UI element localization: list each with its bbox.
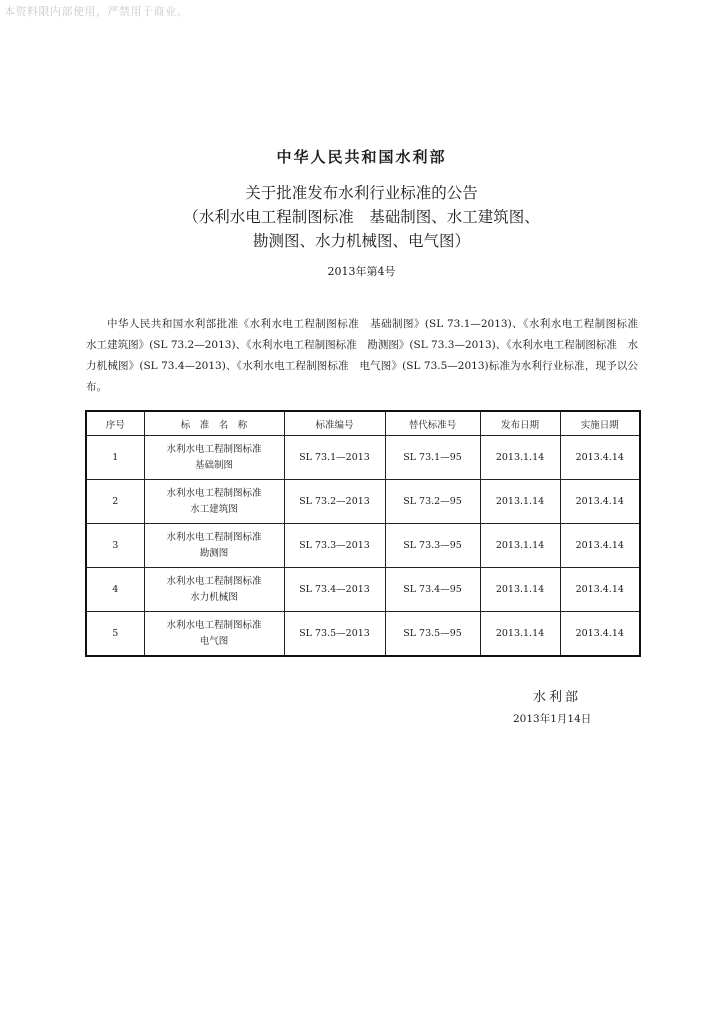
cell-name-line1: 水利水电工程制图标准	[166, 443, 262, 455]
cell-name	[144, 612, 284, 657]
signature-date: 2013年1月14日	[513, 713, 592, 725]
table-row	[86, 612, 640, 657]
cell-effective: 2013.4.14	[560, 480, 640, 524]
cell-issued: 2013.1.14	[480, 524, 560, 568]
cell-issued: 2013.1.14	[480, 568, 560, 612]
signature-org: 水利部	[533, 690, 582, 705]
table-row	[86, 568, 640, 612]
cell-code: SL 73.3—2013	[284, 524, 385, 568]
cell-effective: 2013.4.14	[560, 612, 640, 657]
cell-no: 5	[86, 612, 144, 657]
cell-name	[144, 436, 284, 480]
table-row	[86, 436, 640, 480]
cell-name-line2: 勘测图	[199, 547, 229, 559]
cell-no: 2	[86, 480, 144, 524]
watermark-text: 本资料限内部使用，严禁用于商业。	[4, 5, 188, 18]
header-code: 标准编号	[284, 411, 385, 436]
cell-name-line2: 水力机械图	[190, 591, 238, 603]
title-line: （水利水电工程制图标准 基础制图、水工建筑图、	[183, 208, 540, 226]
cell-issued: 2013.1.14	[480, 436, 560, 480]
cell-replaces: SL 73.4—95	[385, 568, 480, 612]
cell-effective: 2013.4.14	[560, 524, 640, 568]
cell-name-line2: 基础制图	[194, 459, 233, 471]
cell-name-line1: 水利水电工程制图标准	[166, 531, 262, 543]
header-no: 序号	[86, 411, 144, 436]
cell-name-line1: 水利水电工程制图标准	[166, 619, 262, 631]
cell-replaces: SL 73.3—95	[385, 524, 480, 568]
announcement-body: 中华人民共和国水利部批准《水利水电工程制图标准 基础制图》(SL 73.1—2013)、《水利水电工程制图标准 水工建筑图》(SL 73.2—2013)、《水利水电工程制图标准 勘测图》(SL 73.3—2013)、《水利水电工程制图标准 水力机械图》(SL 73.4—2013)、《水利水电工程制图标准 电气图》(SL 73.5—2013)标准为水利行业标准，现予以公布。	[86, 318, 649, 393]
cell-effective: 2013.4.14	[560, 568, 640, 612]
cell-name	[144, 524, 284, 568]
header-replaces: 替代标准号	[385, 411, 480, 436]
cell-code: SL 73.4—2013	[284, 568, 385, 612]
title-line: 勘测图、水力机械图、电气图）	[252, 232, 470, 250]
cell-name-line2: 水工建筑图	[190, 503, 238, 515]
cell-replaces: SL 73.2—95	[385, 480, 480, 524]
table-row	[86, 480, 640, 524]
cell-code: SL 73.1—2013	[284, 436, 385, 480]
standards-table	[85, 410, 641, 657]
cell-no: 3	[86, 524, 144, 568]
cell-replaces: SL 73.1—95	[385, 436, 480, 480]
table-header-row	[86, 411, 640, 436]
cell-name	[144, 568, 284, 612]
document-number: 2013年第4号	[327, 265, 396, 278]
cell-code: SL 73.5—2013	[284, 612, 385, 657]
cell-code: SL 73.2—2013	[284, 480, 385, 524]
cell-name-line1: 水利水电工程制图标准	[166, 575, 262, 587]
title-line: 关于批准发布水利行业标准的公告	[245, 184, 478, 202]
table-row	[86, 524, 640, 568]
header-effective: 实施日期	[560, 411, 640, 436]
header-issued: 发布日期	[480, 411, 560, 436]
cell-name-line2: 电气图	[199, 635, 229, 647]
cell-issued: 2013.1.14	[480, 612, 560, 657]
announcement-title	[0, 181, 723, 253]
ministry-heading: 中华人民共和国水利部	[276, 148, 447, 166]
cell-no: 1	[86, 436, 144, 480]
cell-name	[144, 480, 284, 524]
cell-no: 4	[86, 568, 144, 612]
cell-effective: 2013.4.14	[560, 436, 640, 480]
header-name: 标 准 名 称	[144, 411, 284, 436]
cell-issued: 2013.1.14	[480, 480, 560, 524]
cell-name-line1: 水利水电工程制图标准	[166, 487, 262, 499]
cell-replaces: SL 73.5—95	[385, 612, 480, 657]
